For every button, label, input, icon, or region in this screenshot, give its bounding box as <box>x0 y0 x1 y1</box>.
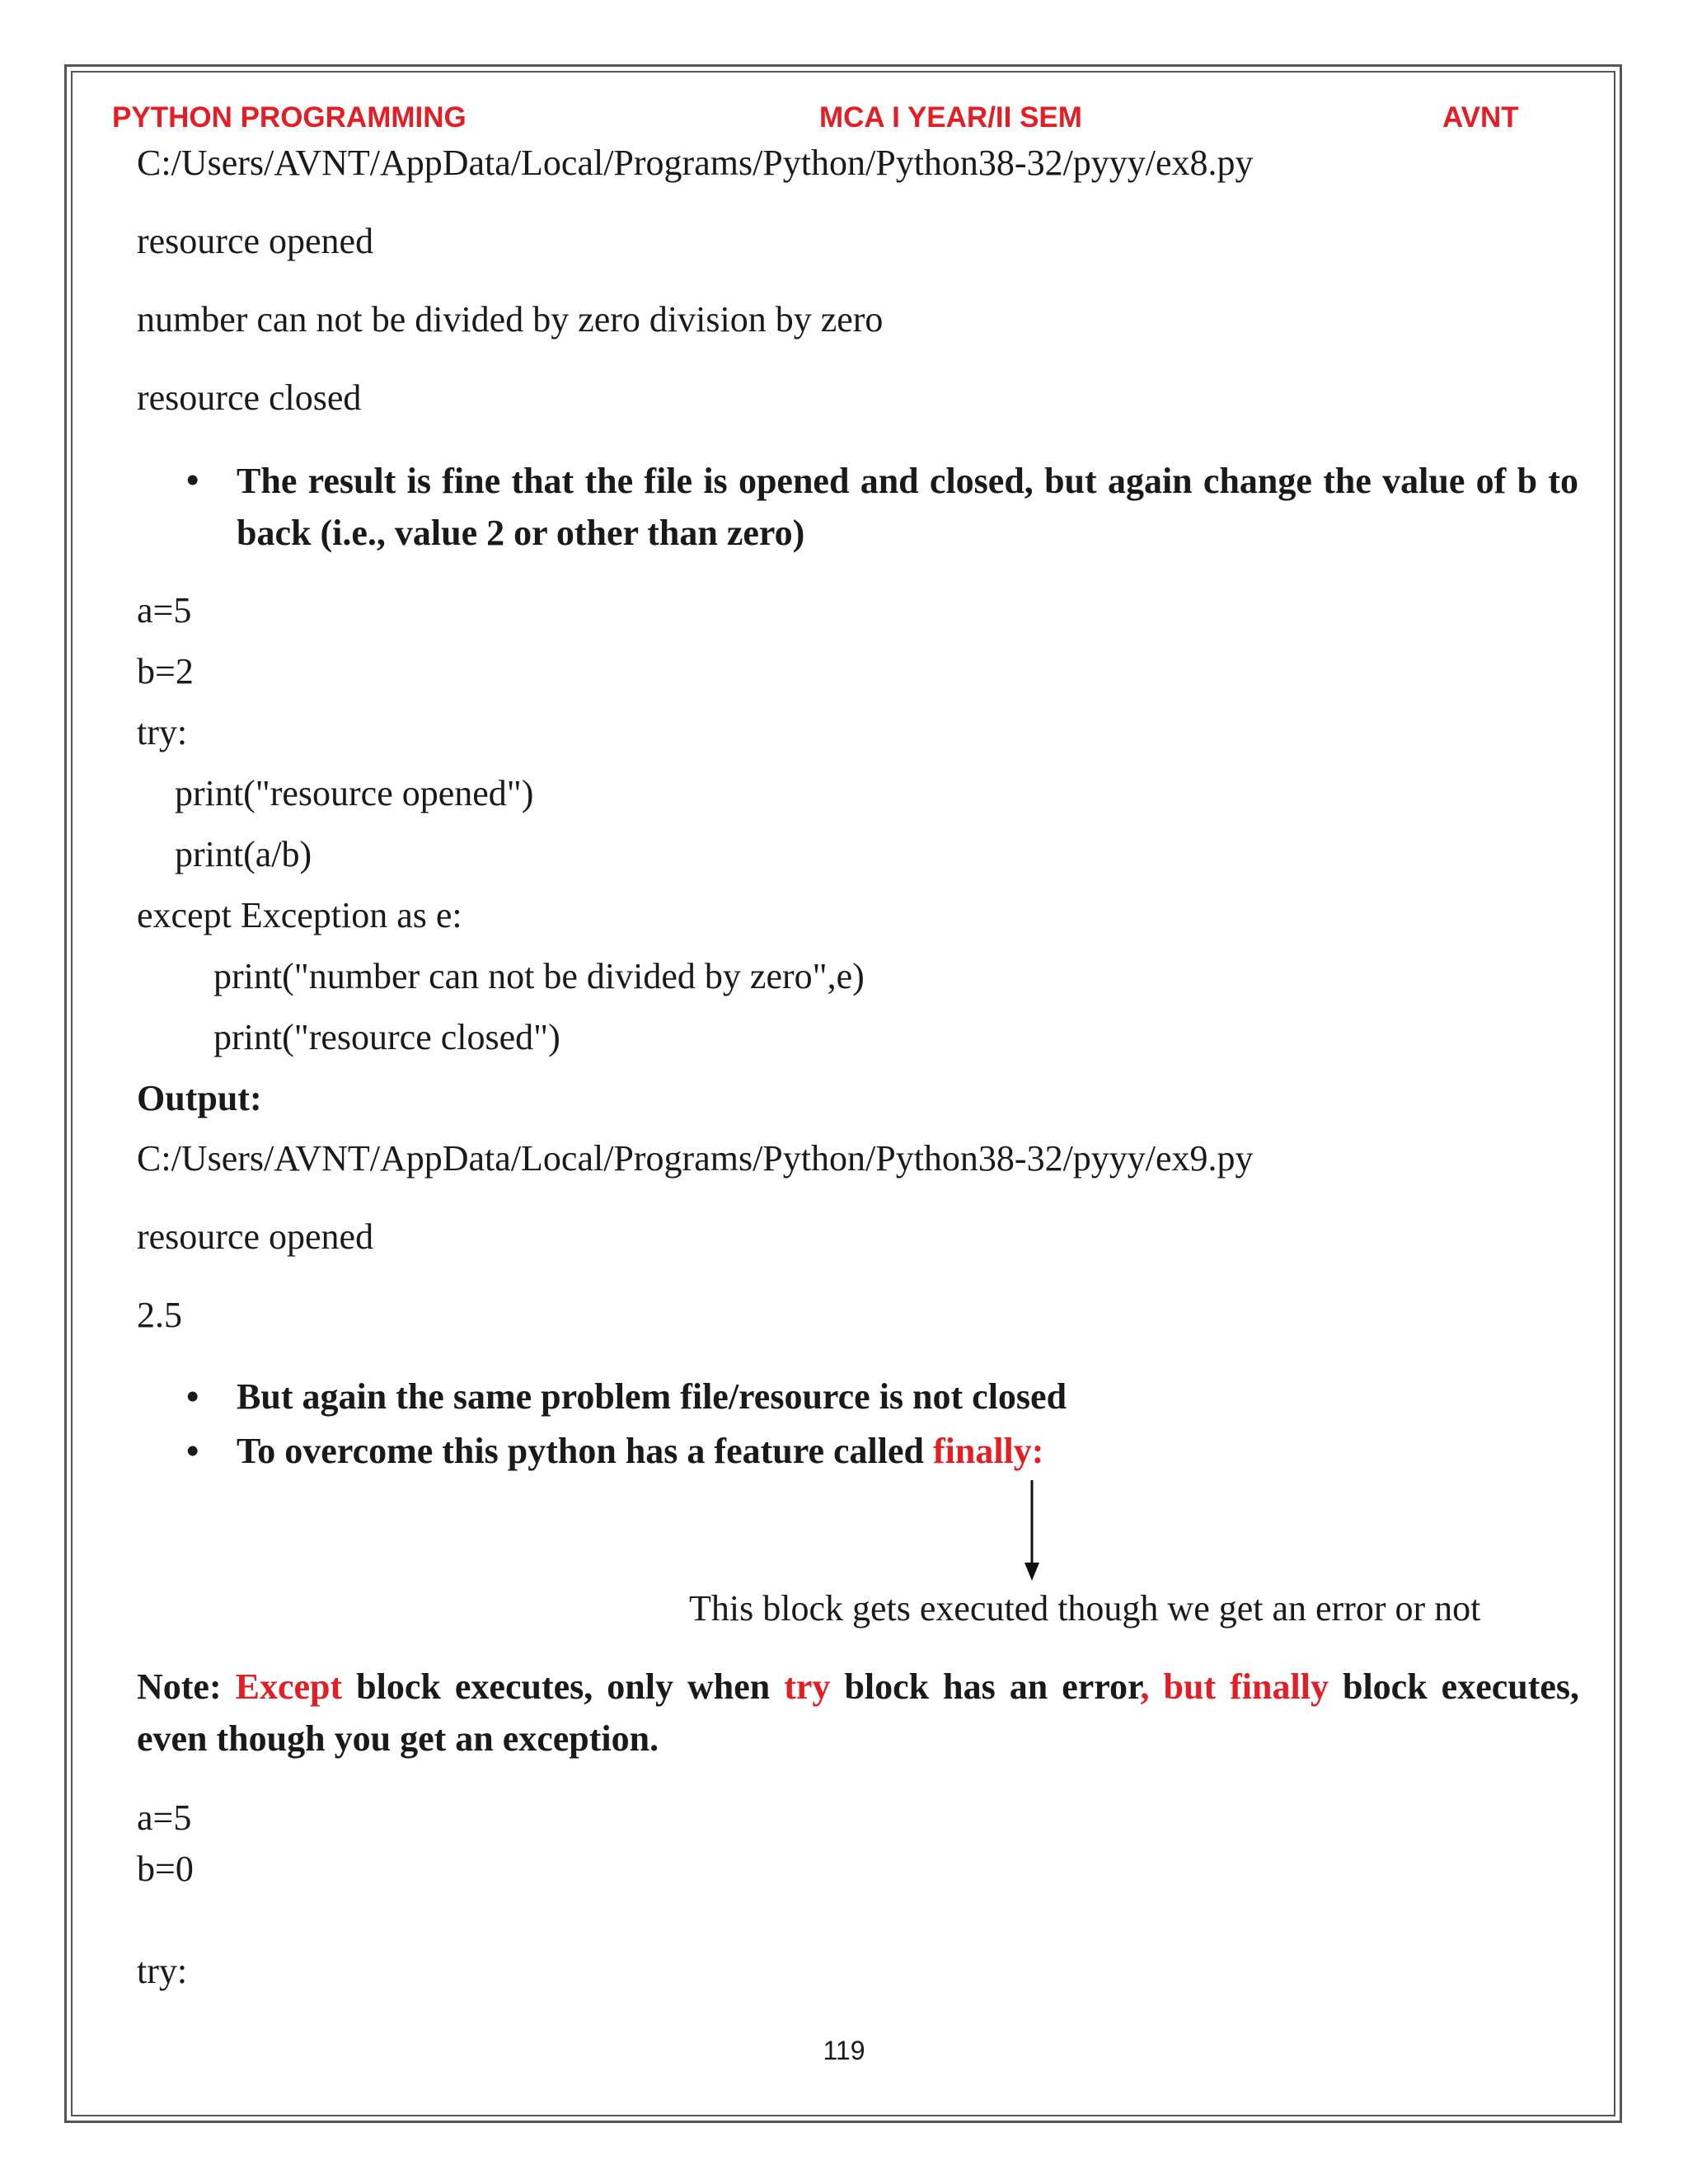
output2-path: C:/Users/AVNT/AppData/Local/Programs/Python/Python38-32/pyyy/ex9.py <box>137 1138 1254 1179</box>
output1-path: C:/Users/AVNT/AppData/Local/Programs/Python/Python38-32/pyyy/ex8.py <box>137 143 1254 183</box>
code2-line: b=0 <box>137 1849 194 1889</box>
bullet3-text: To overcome this python has a feature called <box>237 1431 924 1471</box>
output2-line: 2.5 <box>137 1295 182 1335</box>
code1-line: print(a/b) <box>175 834 312 874</box>
note-paragraph <box>137 1661 1579 1765</box>
code1-line: print("resource opened") <box>175 773 534 813</box>
note-finally: , but finally <box>1140 1666 1329 1707</box>
code1-line: print("number can not be divided by zero",e) <box>213 956 865 996</box>
finally-keyword: finally: <box>932 1431 1044 1471</box>
code1-line: try: <box>137 712 188 752</box>
output1-line: resource opened <box>137 221 374 261</box>
output2-label: Output: <box>137 1078 262 1118</box>
bullet-marker: • <box>186 1431 199 1471</box>
note-text: block has an error <box>844 1666 1141 1707</box>
code1-line: except Exception as e: <box>137 895 462 935</box>
code2-line: try: <box>137 1951 188 1991</box>
bullet-marker: • <box>186 460 199 500</box>
note-try: try <box>784 1666 831 1707</box>
code1-line: b=2 <box>137 651 194 691</box>
arrow-annotation: This block gets executed though we get an error or not <box>689 1588 1481 1629</box>
note-text: block executes, only when <box>356 1666 771 1707</box>
bullet2-text: But again the same problem file/resource is not closed <box>237 1376 1067 1417</box>
header-course-title: PYTHON PROGRAMMING <box>112 101 467 134</box>
output2-line: resource opened <box>137 1216 374 1257</box>
bullet1-text: The result is fine that the file is opened and closed, but again change the value of b to back (i.e., value 2 or other than zero) <box>237 461 1578 553</box>
bullet3-line <box>237 1433 1043 1469</box>
note-label: Note: <box>137 1666 222 1707</box>
page-number: 119 <box>823 2036 865 2065</box>
code1-line: a=5 <box>137 590 192 630</box>
code1-line: print("resource closed") <box>213 1017 560 1057</box>
code2-line: a=5 <box>137 1797 192 1838</box>
header-year-sem: MCA I YEAR/II SEM <box>819 101 1082 134</box>
output1-line: number can not be divided by zero division by zero <box>137 299 884 340</box>
bullet-marker: • <box>186 1376 199 1417</box>
header-author: AVNT <box>1442 101 1519 134</box>
output1-line: resource closed <box>137 377 362 418</box>
note-text: block executes, even though you get an exception. <box>137 1666 1580 1759</box>
down-arrow-icon <box>1022 1480 1042 1582</box>
note-except: Except <box>235 1666 343 1707</box>
